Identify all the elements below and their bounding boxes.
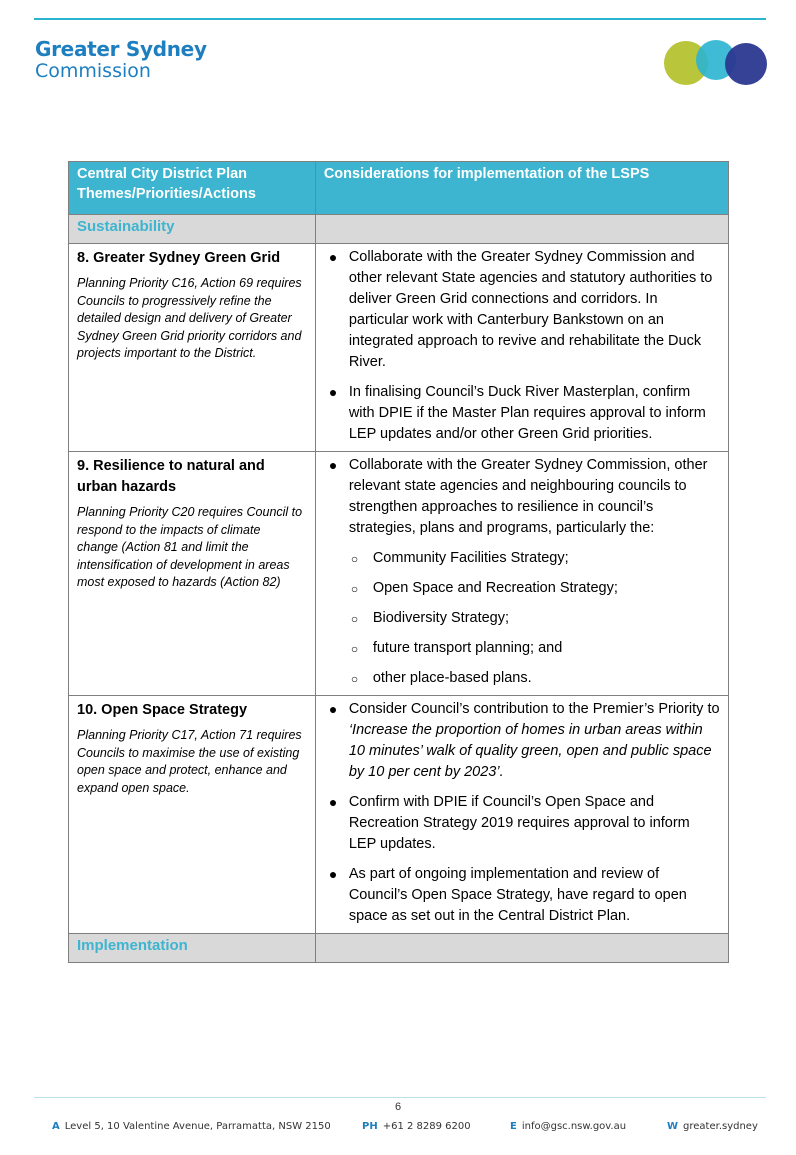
theme-title: 9. Resilience to natural and urban hazards <box>77 458 265 495</box>
col1-header: Central City District Plan Themes/Priorities/Actions <box>69 162 316 215</box>
list-item: ● Collaborate with the Greater Sydney Commission and other relevant State agencies and statutory authorities to deliver Green Grid connections and corridors. In particular work with Canterbury Bankstown on an integrated approach to revive and rehabilitate the Duck River. <box>328 249 713 370</box>
footer-website[interactable]: W greater.sydney <box>667 1121 758 1132</box>
bullet-icon: ● <box>328 249 338 265</box>
list-item: ● Confirm with DPIE if Council’s Open Space and Recreation Strategy 2019 requires approval to inform LEP updates. <box>328 794 690 852</box>
list-item: ● In finalising Council’s Duck River Masterplan, confirm with DPIE if the Master Plan requires approval to inform LEP updates and/or other Green Grid priorities. <box>328 384 706 442</box>
list-item: ● Collaborate with the Greater Sydney Commission, other relevant state agencies and neighbouring councils to strengthen approaches to resilience in council’s strategies, plans and programs, particularly the: ○ Community Facilities Strategy; ○ Open Space and Recreation Strategy; ○ Biodiversity Strategy; ○ future transport planning; and ○ other place-based plans. <box>324 455 720 689</box>
logo-line-1: Greater Sydney <box>35 37 207 61</box>
hollow-bullet-icon: ○ <box>350 552 359 566</box>
footer-email[interactable]: E info@gsc.nsw.gov.au <box>510 1121 627 1132</box>
theme-description: Planning Priority C16, Action 69 requires Councils to progressively refine the detailed design and delivery of Greater Sydney Green Grid priority corridors and projects important to the District. <box>77 276 302 360</box>
footer <box>0 1121 796 1137</box>
sub-list-item: ○ future transport planning; and <box>349 638 720 659</box>
bullet-icon: ● <box>328 866 338 882</box>
footer-address: A Level 5, 10 Valentine Avenue, Parramatta, NSW 2150 <box>52 1121 331 1132</box>
col2-header: Considerations for implementation of the LSPS <box>315 162 728 215</box>
theme-description: Planning Priority C20 requires Council to respond to the impacts of climate change (Action 81 and limit the intensification of development in areas most exposed to hazards (Action 82) <box>77 505 303 589</box>
premiers-priority-quote: ‘Increase the proportion of homes in urban areas within 10 minutes’ walk of quality green, open and public space by 10 per cent by 2023’. <box>348 722 712 780</box>
section-label: Implementation <box>77 937 188 954</box>
table-row <box>69 452 729 696</box>
sub-list-item: ○ Community Facilities Strategy; <box>349 548 720 569</box>
section-row-sustainability <box>69 215 729 244</box>
hollow-bullet-icon: ○ <box>350 612 359 626</box>
gsc-logo <box>35 38 207 82</box>
sub-list-item: ○ Open Space and Recreation Strategy; <box>349 578 720 599</box>
theme-description: Planning Priority C17, Action 71 requires Councils to maximise the use of existing open space and protect, enhance and expand open space. <box>77 728 302 795</box>
hollow-bullet-icon: ○ <box>350 582 359 596</box>
bullet-icon: ● <box>328 794 338 810</box>
hollow-bullet-icon: ○ <box>350 642 359 656</box>
theme-title: 8. Greater Sydney Green Grid <box>77 250 281 266</box>
bullet-icon: ● <box>328 701 338 717</box>
top-rule <box>34 18 766 20</box>
table-row <box>69 244 729 452</box>
brand-circles-icon <box>662 38 772 88</box>
page-number: 6 <box>394 1101 402 1113</box>
list-item: ● Consider Council’s contribution to the Premier’s Priority to ‘Increase the proportion of homes in urban areas within 10 minutes’ walk of quality green, open and public space by 10 per cent by 2023’. <box>328 701 720 780</box>
list-item: ● As part of ongoing implementation and review of Council’s Open Space Strategy, have regard to open space as set out in the Central District Plan. <box>328 866 687 924</box>
hollow-bullet-icon: ○ <box>350 672 359 686</box>
theme-title: 10. Open Space Strategy <box>77 702 248 718</box>
table-header-row <box>69 162 729 215</box>
sub-list-item: ○ Biodiversity Strategy; <box>349 608 720 629</box>
footer-rule <box>34 1097 766 1098</box>
section-row-implementation <box>69 934 729 963</box>
navy-circle <box>725 43 767 85</box>
bullet-icon: ● <box>328 457 338 473</box>
bullet-icon: ● <box>328 384 338 400</box>
lsps-table <box>68 161 729 963</box>
logo-line-2: Commission <box>35 60 151 82</box>
section-label: Sustainability <box>77 218 175 235</box>
table-row <box>69 696 729 934</box>
footer-phone: PH +61 2 8289 6200 <box>362 1121 471 1132</box>
sub-list-item: ○ other place-based plans. <box>349 668 720 689</box>
